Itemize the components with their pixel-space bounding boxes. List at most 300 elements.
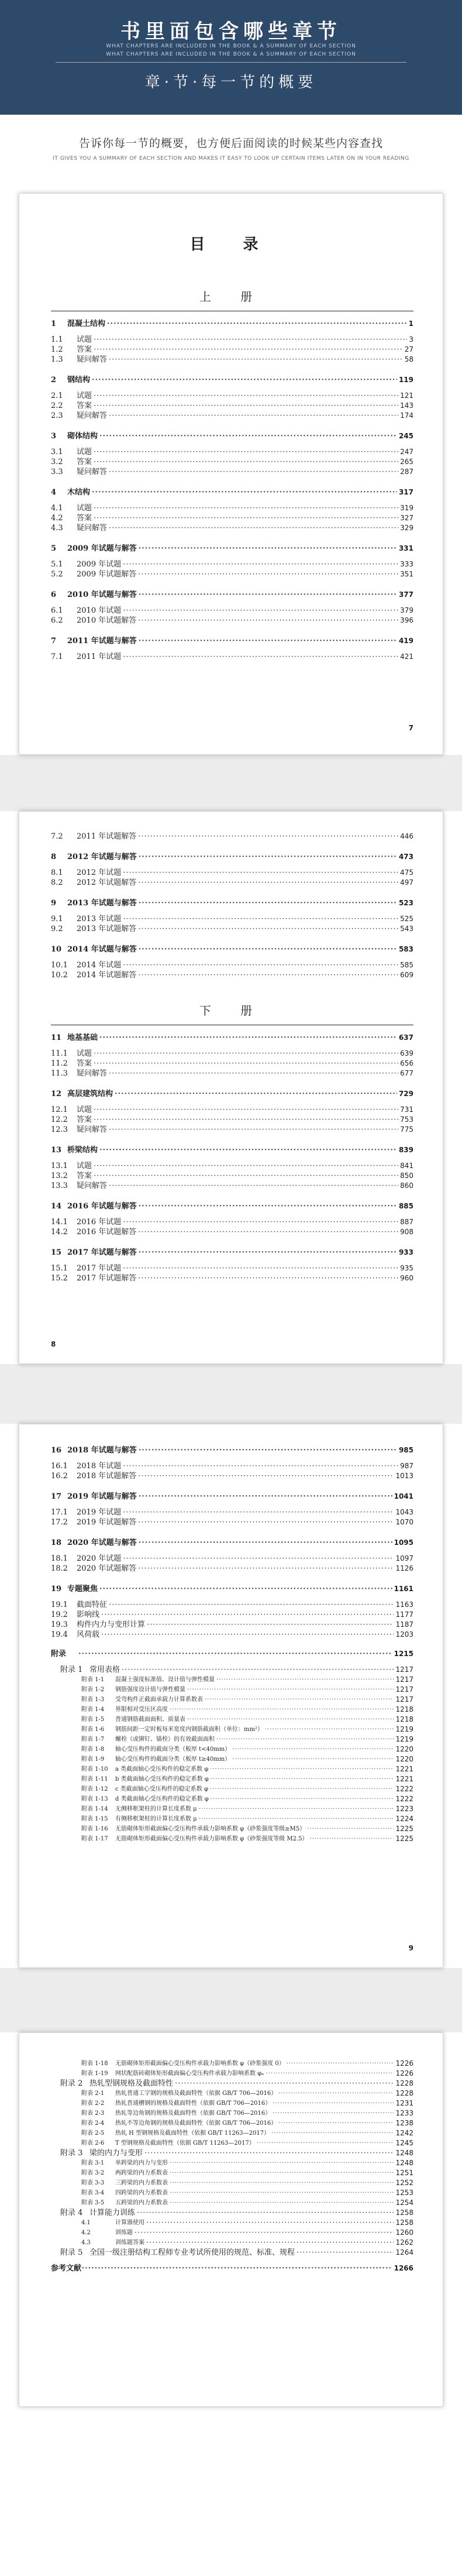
toc-entry-number: 附表 1-18 — [81, 2060, 108, 2067]
toc-section-row[interactable] — [51, 832, 413, 842]
banner-subtitle-en-2: WHAT CHAPTERS ARE INCLUDED IN THE BOOK & A SUMMARY OF EACH SECTION — [106, 51, 356, 57]
toc-section-row[interactable] — [51, 2228, 413, 2238]
toc-entry-title: 无筋砌体矩形截面偏心受压构件承载力影响系数 φ（砂浆强度等级≥M5） — [115, 1826, 306, 1832]
toc-section-row[interactable] — [51, 2218, 413, 2228]
toc-entry-page: 1222 — [395, 1785, 413, 1793]
dot-leader — [216, 1675, 394, 1685]
toc-section-row[interactable] — [51, 616, 413, 626]
toc-section-row[interactable] — [51, 1273, 413, 1283]
toc-entry-page: 1126 — [395, 1564, 413, 1572]
dot-leader — [310, 1834, 394, 1844]
toc-entry-title: 无侧移框架柱的计算长度系数 μ — [115, 1806, 197, 1812]
toc-appendix-row[interactable] — [51, 2059, 413, 2069]
dot-leader — [138, 1273, 398, 1283]
toc-section-row[interactable] — [51, 652, 413, 662]
intro-text: 告诉你每一节的概要，也方便后面阅读的时候某些内容查找 — [78, 137, 383, 150]
toc-entry-page: 1231 — [395, 2099, 413, 2107]
dot-leader — [123, 606, 398, 616]
toc-section-row[interactable] — [51, 1564, 413, 1574]
toc-section-row[interactable] — [51, 878, 413, 888]
toc-entry-title: 截面特征 — [77, 1600, 108, 1609]
spacer — [51, 441, 413, 447]
toc-entry-number: 13.1 — [51, 1162, 68, 1170]
toc-entry-title: 无筋砌体矩形截面偏心受压构件承载力影响系数 φ（砂浆强度 0） — [115, 2060, 285, 2067]
toc-entry-number: 10.1 — [51, 961, 68, 970]
toc-entry-number: 18.2 — [51, 1564, 68, 1573]
toc-entry-number: 附表 1-19 — [81, 2070, 108, 2077]
toc-entry-page: 960 — [400, 1274, 413, 1282]
toc-entry-title: c 类截面轴心受压构件的稳定系数 φ — [115, 1786, 208, 1792]
toc-section-row[interactable] — [51, 1263, 413, 1273]
toc-entry-number: 7 — [51, 637, 57, 645]
toc-entry-title: 2019 年试题解答 — [77, 1518, 137, 1527]
dot-leader — [94, 345, 403, 355]
toc-appendix-row[interactable] — [51, 1804, 413, 1814]
toc-section-row[interactable] — [51, 559, 413, 569]
toc-appendix-row[interactable] — [51, 1685, 413, 1695]
banner-title: 书里面包含哪些章节 — [120, 20, 342, 43]
toc-entry-title: 2011 年试题与解答 — [67, 637, 137, 645]
toc-entry-title: 无筋砌体矩形截面偏心受压构件承载力影响系数 φ（砂浆强度等级 M2.5） — [115, 1836, 308, 1842]
toc-section-row[interactable] — [51, 355, 413, 365]
toc-chapter-row[interactable] — [51, 1246, 413, 1258]
toc-entry-page: 1187 — [395, 1620, 413, 1629]
dot-leader — [94, 457, 398, 467]
toc-chapter-row[interactable] — [51, 1144, 413, 1155]
toc-section-row[interactable] — [51, 1171, 413, 1181]
dot-leader — [94, 335, 407, 345]
volume-heading-upper: 上 册 — [199, 290, 266, 304]
dot-leader — [123, 559, 398, 569]
toc-entry-page: 1251 — [395, 2169, 413, 2177]
toc-entry-number: 附表 2-2 — [81, 2100, 105, 2107]
toc-entry-title: 木结构 — [67, 488, 91, 497]
toc-entry-number: 4.1 — [51, 504, 63, 513]
toc-entry-title: 五跨梁的内力系数表 — [115, 2200, 168, 2206]
toc-section-row[interactable] — [51, 447, 413, 457]
toc-section-row[interactable] — [51, 606, 413, 616]
spacer — [51, 1502, 413, 1507]
spacer — [51, 554, 413, 559]
toc-appendix-row[interactable] — [51, 1695, 413, 1705]
toc-appendix-row[interactable] — [51, 1764, 413, 1774]
toc-entry-title: 2020 年试题 — [77, 1554, 122, 1563]
toc-entry-page: 333 — [400, 560, 413, 568]
toc-section-row[interactable] — [51, 467, 413, 477]
toc-appendix-row[interactable] — [51, 2089, 413, 2098]
toc-entry-title: 2014 年试题与解答 — [67, 945, 137, 954]
toc-chapter-row[interactable] — [51, 1537, 413, 1548]
toc-entry-page: 1095 — [394, 1538, 413, 1547]
toc-entry-page: 1221 — [395, 1775, 413, 1783]
toc-appendix-row[interactable] — [51, 1649, 413, 1659]
toc-appendix-row[interactable] — [51, 2248, 413, 2258]
toc-appendix-row[interactable] — [51, 1794, 413, 1804]
toc-entry-number: 9 — [51, 899, 57, 908]
toc-section-row[interactable] — [51, 1049, 413, 1059]
toc-appendix-row[interactable] — [51, 2118, 413, 2128]
dot-leader — [115, 1089, 397, 1099]
toc-entry-title: 热轧普通工字钢的规格及截面特性（依据 GB/T 706—2016） — [115, 2090, 277, 2097]
toc-section-row[interactable] — [51, 914, 413, 924]
dot-leader — [94, 391, 398, 401]
dot-leader — [139, 1538, 392, 1548]
toc-entry-page: 497 — [400, 878, 413, 887]
toc-entry-number: 14 — [51, 1202, 62, 1211]
toc-title: 目 录 — [189, 236, 275, 253]
toc-appendix-row[interactable] — [51, 2208, 413, 2218]
toc-section-row[interactable] — [51, 1115, 413, 1125]
toc-entry-page: 1219 — [395, 1735, 413, 1743]
toc-section-row[interactable] — [51, 401, 413, 411]
dot-leader — [94, 1049, 398, 1059]
toc-section-row[interactable] — [51, 1161, 413, 1171]
dot-leader — [138, 878, 398, 888]
dot-leader — [296, 2248, 394, 2258]
toc-section-row[interactable] — [51, 1227, 413, 1237]
toc-entry-title: 答案 — [77, 458, 92, 466]
dot-leader — [92, 487, 397, 497]
toc-entry-page: 656 — [400, 1059, 413, 1067]
toc-entry-page: 421 — [400, 652, 413, 661]
toc-entry-title: 专题聚焦 — [67, 1585, 98, 1593]
dot-leader — [78, 2264, 392, 2273]
toc-section-row[interactable] — [51, 523, 413, 533]
toc-entry-page: 1217 — [395, 1675, 413, 1684]
toc-entry-page: 1248 — [395, 2149, 413, 2157]
toc-appendix-row[interactable] — [51, 1665, 413, 1675]
toc-entry-page: 933 — [398, 1248, 413, 1256]
spacer — [51, 1079, 413, 1088]
toc-entry-title: 热轧型钢规格及截面特性 — [89, 2079, 174, 2088]
toc-section-row[interactable] — [51, 1517, 413, 1527]
toc-entry-number: 附表 1-4 — [81, 1706, 105, 1713]
toc-entry-title: 计算能力训练 — [89, 2209, 136, 2217]
toc-entry-page: 1226 — [395, 2059, 413, 2067]
toc-entry-number: 附录 3 — [60, 2149, 83, 2158]
toc-entry-page: 1220 — [395, 1755, 413, 1763]
toc-entry-title: 高层建筑结构 — [67, 1090, 113, 1098]
header-banner — [0, 0, 462, 115]
toc-entry-page: 327 — [400, 514, 413, 522]
toc-chapter-row[interactable] — [51, 589, 413, 600]
toc-chapter-row[interactable] — [51, 374, 413, 385]
toc-entry-title: 答案 — [77, 345, 92, 354]
dot-leader — [199, 1814, 394, 1824]
toc-entry-page: 475 — [400, 868, 413, 877]
toc-section-row[interactable] — [51, 1507, 413, 1517]
toc-entry-title: 答案 — [77, 1115, 92, 1124]
toc-section-row[interactable] — [51, 1181, 413, 1191]
toc-entry-page: 908 — [400, 1228, 413, 1236]
toc-section-row[interactable] — [51, 1059, 413, 1069]
dot-leader — [109, 411, 398, 421]
toc-entry-title: 钢筋强度设计值与弹性模量 — [115, 1687, 185, 1693]
dot-leader — [232, 1754, 394, 1764]
toc-entry-title: 2012 年试题 — [77, 868, 122, 877]
toc-entry-page: 265 — [400, 458, 413, 466]
dot-leader — [123, 1507, 394, 1517]
toc-entry-page: 1161 — [394, 1585, 413, 1593]
dot-leader — [109, 1181, 398, 1191]
toc-section-row[interactable] — [51, 960, 413, 970]
dot-leader — [94, 513, 398, 523]
toc-appendix-row[interactable] — [51, 2178, 413, 2188]
toc-entry-number: 4.3 — [81, 2240, 91, 2246]
volume-rule — [51, 1025, 413, 1032]
toc-entry-page: 329 — [400, 524, 413, 532]
dot-leader — [109, 467, 398, 477]
spacer — [51, 1527, 413, 1537]
toc-appendix-row[interactable] — [51, 1754, 413, 1764]
toc-appendix-row[interactable] — [51, 2079, 413, 2089]
toc-entry-title: 2010 年试题与解答 — [67, 590, 137, 599]
toc-entry-title: 钢结构 — [67, 376, 91, 384]
toc-entry-number: 4 — [51, 488, 57, 497]
toc-entry-number: 1 — [51, 320, 57, 328]
toc-appendix-row[interactable] — [51, 2069, 413, 2079]
toc-entry-title: 2019 年试题与解答 — [67, 1492, 137, 1501]
dot-leader — [147, 1620, 394, 1630]
toc-entry-page: 839 — [398, 1146, 413, 1154]
toc-section-row[interactable] — [51, 970, 413, 980]
toc-entry-title: 2010 年试题 — [77, 606, 122, 615]
toc-entry-title: 界限相对受压区高度 — [115, 1706, 168, 1713]
toc-chapter-row[interactable] — [51, 542, 413, 554]
toc-chapter-row[interactable] — [51, 1490, 413, 1502]
toc-section-row[interactable] — [51, 569, 413, 579]
toc-entry-page: 143 — [400, 401, 413, 410]
toc-section-row[interactable] — [51, 1610, 413, 1620]
toc-section-row[interactable] — [51, 2238, 413, 2248]
toc-section-row[interactable] — [51, 1620, 413, 1630]
toc-entry-number: 附表 1-10 — [81, 1766, 108, 1773]
toc-entry-number: 7.2 — [51, 832, 63, 841]
toc-entry-title: 常用表格 — [89, 1665, 120, 1674]
toc-entry-title: 2012 年试题解答 — [77, 878, 137, 887]
toc-entry-number: 15.2 — [51, 1274, 68, 1283]
toc-chapter-row[interactable] — [51, 318, 413, 329]
toc-entry-number: 2.3 — [51, 411, 63, 420]
toc-entry-page: 525 — [400, 915, 413, 923]
toc-section-row[interactable] — [51, 1554, 413, 1564]
toc-entry-page: 1233 — [395, 2109, 413, 2117]
toc-appendix-row[interactable] — [51, 2148, 413, 2158]
toc-section-row[interactable] — [51, 1471, 413, 1481]
toc-appendix-row[interactable] — [51, 1725, 413, 1734]
dot-leader — [94, 1161, 398, 1171]
toc-appendix-row[interactable] — [51, 2264, 413, 2273]
toc-entry-title: 梁的内力与变形 — [89, 2149, 143, 2158]
toc-appendix-row[interactable] — [51, 1814, 413, 1824]
toc-entry-number: 附表 3-2 — [81, 2170, 105, 2176]
toc-entry-page: 1218 — [395, 1715, 413, 1723]
toc-entry-number: 11.3 — [51, 1069, 68, 1078]
spacer — [51, 1640, 413, 1649]
toc-entry-page: 473 — [398, 853, 413, 861]
toc-entry-page: 1224 — [395, 1815, 413, 1823]
spacer — [51, 421, 413, 430]
toc-entry-page: 1222 — [395, 1795, 413, 1803]
toc-entry-number: 附表 1-16 — [81, 1826, 108, 1832]
dot-leader — [138, 1517, 394, 1527]
toc-appendix-row[interactable] — [51, 2188, 413, 2198]
toc-entry-number: 4.2 — [81, 2230, 91, 2236]
toc-entry-title: 2018 年试题解答 — [77, 1472, 137, 1481]
toc-chapter-row[interactable] — [51, 1444, 413, 1455]
toc-entry-page: 1043 — [395, 1508, 413, 1516]
spacer — [51, 579, 413, 589]
toc-section-row[interactable] — [51, 457, 413, 467]
toc-section-row[interactable] — [51, 868, 413, 878]
toc-entry-number: 附表 3-4 — [81, 2190, 105, 2196]
toc-list — [51, 1032, 413, 1283]
toc-entry-title: 混凝土结构 — [67, 320, 106, 328]
dot-leader — [170, 2168, 394, 2178]
dot-leader — [170, 2198, 394, 2208]
toc-entry-number: 12.2 — [51, 1115, 68, 1124]
dot-leader — [139, 636, 397, 646]
toc-section-row[interactable] — [51, 503, 413, 513]
toc-entry-number: 10.2 — [51, 971, 68, 980]
toc-section-row[interactable] — [51, 1600, 413, 1610]
dot-leader — [139, 852, 397, 862]
spacer — [51, 626, 413, 635]
toc-section-row[interactable] — [51, 411, 413, 421]
toc-appendix-row[interactable] — [51, 1734, 413, 1744]
toc-entry-page: 396 — [400, 616, 413, 624]
toc-section-row[interactable] — [51, 1461, 413, 1471]
toc-entry-number: 12 — [51, 1090, 62, 1098]
dot-leader — [94, 1105, 398, 1115]
dot-leader — [123, 914, 398, 924]
toc-entry-title: 试题 — [77, 391, 92, 400]
page-folio: 9 — [408, 1944, 413, 1952]
toc-section-row[interactable] — [51, 1125, 413, 1135]
dot-leader — [138, 924, 398, 934]
toc-entry-title: 2014 年试题 — [77, 961, 122, 970]
dot-leader — [122, 1665, 394, 1675]
toc-entry-title: 2017 年试题 — [77, 1264, 122, 1273]
toc-appendix-row[interactable] — [51, 1834, 413, 1844]
dot-leader — [138, 616, 398, 626]
toc-chapter-row[interactable] — [51, 1200, 413, 1211]
dot-leader — [266, 2069, 394, 2079]
spacer — [51, 1659, 413, 1665]
toc-appendix-row[interactable] — [51, 1715, 413, 1725]
toc-entry-number: 8 — [51, 853, 57, 861]
toc-entry-number: 附表 3-1 — [81, 2160, 105, 2166]
spacer — [51, 1455, 413, 1461]
toc-appendix-row[interactable] — [51, 1744, 413, 1754]
toc-appendix-row[interactable] — [51, 2198, 413, 2208]
toc-entry-number: 12.3 — [51, 1125, 68, 1134]
toc-entry-page: 639 — [400, 1049, 413, 1057]
toc-entry-page: 850 — [400, 1172, 413, 1180]
toc-entry-title: 2020 年试题解答 — [77, 1564, 137, 1573]
toc-entry-title: 2018 年试题 — [77, 1462, 122, 1471]
toc-appendix-row[interactable] — [51, 2108, 413, 2118]
toc-chapter-row[interactable] — [51, 897, 413, 908]
toc-entry-title: 轴心受压构件的截面分类（板厚 t<40mm） — [115, 1746, 231, 1753]
toc-entry-number: 附表 1-5 — [81, 1716, 105, 1723]
toc-entry-title: 普通钢筋截面面积、质量表 — [115, 1716, 185, 1723]
toc-entry-page: 609 — [400, 971, 413, 979]
toc-appendix-row[interactable] — [51, 2168, 413, 2178]
toc-entry-number: 10 — [51, 945, 62, 954]
toc-chapter-row[interactable] — [51, 943, 413, 954]
dot-leader — [170, 2158, 394, 2168]
toc-appendix-row[interactable] — [51, 1705, 413, 1715]
toc-appendix-row[interactable] — [51, 1774, 413, 1784]
toc-chapter-row[interactable] — [51, 1032, 413, 1043]
toc-section-row[interactable] — [51, 1217, 413, 1227]
toc-entry-title: 2010 年试题解答 — [77, 616, 137, 625]
toc-section-row[interactable] — [51, 1630, 413, 1640]
toc-section-row[interactable] — [51, 335, 413, 345]
toc-entry-number: 3 — [51, 432, 57, 441]
toc-section-row[interactable] — [51, 513, 413, 523]
toc-appendix-row[interactable] — [51, 2158, 413, 2168]
toc-entry-number: 14.2 — [51, 1228, 68, 1237]
toc-entry-number: 13.3 — [51, 1181, 68, 1190]
toc-entry-number: 19 — [51, 1585, 62, 1593]
dot-leader — [94, 1115, 398, 1125]
toc-entry-page: 1217 — [395, 1665, 413, 1674]
toc-section-row[interactable] — [51, 1069, 413, 1079]
toc-entry-number: 9.2 — [51, 925, 63, 933]
toc-appendix-row[interactable] — [51, 2128, 413, 2138]
toc-appendix-row[interactable] — [51, 1824, 413, 1834]
toc-entry-number: 14.1 — [51, 1218, 68, 1227]
toc-section-row[interactable] — [51, 1105, 413, 1115]
dot-leader — [109, 523, 398, 533]
dot-leader — [138, 1471, 394, 1481]
toc-chapter-row[interactable] — [51, 635, 413, 646]
toc-list — [51, 1444, 413, 1844]
toc-chapter-row[interactable] — [51, 430, 413, 441]
dot-leader — [123, 1217, 398, 1227]
dot-leader — [210, 1764, 394, 1774]
toc-chapter-row[interactable] — [51, 1583, 413, 1594]
toc-chapter-row[interactable] — [51, 486, 413, 497]
toc-appendix-row[interactable] — [51, 1675, 413, 1685]
toc-entry-title: 有侧移框架柱的计算长度系数 μ — [115, 1816, 197, 1822]
dot-leader — [123, 652, 398, 662]
toc-appendix-row[interactable] — [51, 2098, 413, 2108]
dot-leader — [94, 503, 398, 513]
toc-entry-number: 附表 2-5 — [81, 2130, 105, 2137]
toc-chapter-row[interactable] — [51, 1088, 413, 1099]
dot-leader — [123, 868, 398, 878]
toc-entry-number: 17 — [51, 1492, 62, 1501]
toc-entry-title: 答案 — [77, 514, 92, 523]
toc-entry-number: 8.1 — [51, 868, 63, 877]
spacer — [51, 862, 413, 868]
toc-entry-page: 446 — [400, 832, 413, 840]
toc-entry-title: 训练题答案 — [115, 2240, 144, 2246]
spacer — [51, 646, 413, 652]
toc-appendix-row[interactable] — [51, 1784, 413, 1794]
toc-entry-title: 答案 — [77, 401, 92, 410]
toc-section-row[interactable] — [51, 391, 413, 401]
toc-section-row[interactable] — [51, 924, 413, 934]
dot-leader — [232, 1744, 394, 1754]
toc-section-row[interactable] — [51, 345, 413, 355]
toc-appendix-row[interactable] — [51, 2138, 413, 2148]
toc-chapter-row[interactable] — [51, 851, 413, 862]
dot-leader — [139, 1492, 392, 1502]
